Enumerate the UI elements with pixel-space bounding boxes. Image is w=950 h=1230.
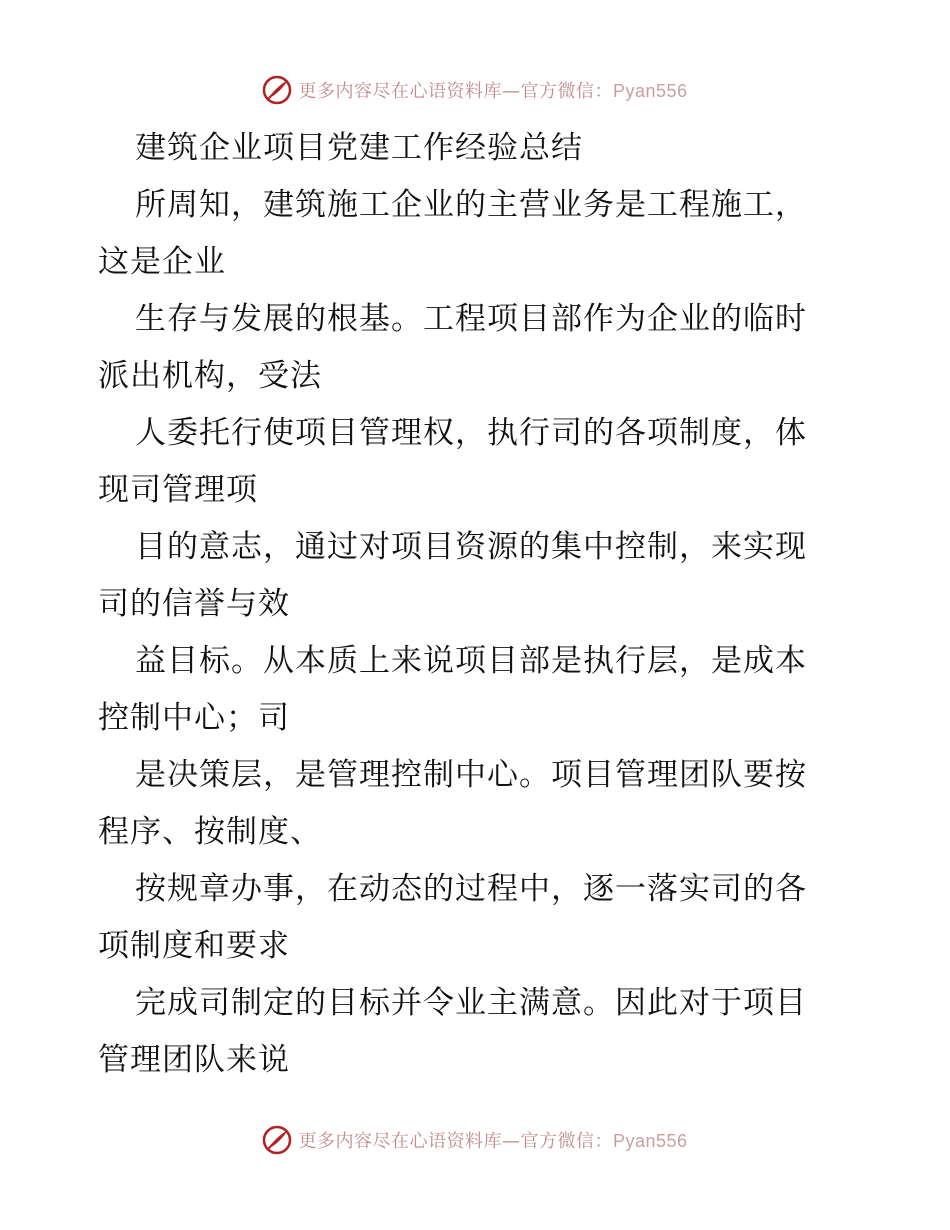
paragraph-line: 完成司制定的目标并令业主满意。因此对于项目: [135, 985, 807, 1021]
feather-logo-icon: [262, 1125, 292, 1155]
paragraph-line: 所周知，建筑施工企业的主营业务是工程施工，: [135, 187, 807, 223]
paragraph-line: 派出机构，受法: [98, 358, 322, 394]
watermark-text: [298, 77, 687, 103]
header-watermark: [0, 72, 950, 108]
paragraph-line: 目的意志，通过对项目资源的集中控制，来实现: [135, 529, 807, 565]
paragraph-line: 人委托行使项目管理权，执行司的各项制度，体: [135, 415, 807, 451]
watermark-label: 更多内容尽在心语资料库—官方微信：: [298, 1131, 613, 1152]
paragraph-line: 程序、按制度、: [98, 814, 322, 850]
paragraph-line: 项制度和要求: [98, 928, 290, 964]
document-title: 建筑企业项目党建工作经验总结: [135, 130, 583, 166]
paragraph-line: 司的信誉与效: [98, 586, 290, 622]
document-body: [98, 120, 858, 1089]
watermark-wechat-id: Pyan556: [612, 1131, 688, 1151]
watermark-label: 更多内容尽在心语资料库—官方微信：: [298, 81, 613, 102]
paragraph-line: 现司管理项: [98, 472, 258, 508]
watermark-text: [298, 1127, 687, 1153]
paragraph-line: 是决策层，是管理控制中心。项目管理团队要按: [135, 757, 807, 793]
paragraph-line: 按规章办事，在动态的过程中，逐一落实司的各: [135, 871, 807, 907]
paragraph-line: 管理团队来说: [98, 1042, 290, 1078]
feather-logo-icon: [262, 75, 292, 105]
footer-watermark: [0, 1122, 950, 1158]
paragraph-line: 生存与发展的根基。工程项目部作为企业的临时: [135, 301, 807, 337]
paragraph-line: 这是企业: [98, 244, 226, 280]
watermark-wechat-id: Pyan556: [612, 81, 688, 101]
paragraph-line: 控制中心；司: [98, 700, 290, 736]
paragraph-line: 益目标。从本质上来说项目部是执行层，是成本: [135, 643, 807, 679]
